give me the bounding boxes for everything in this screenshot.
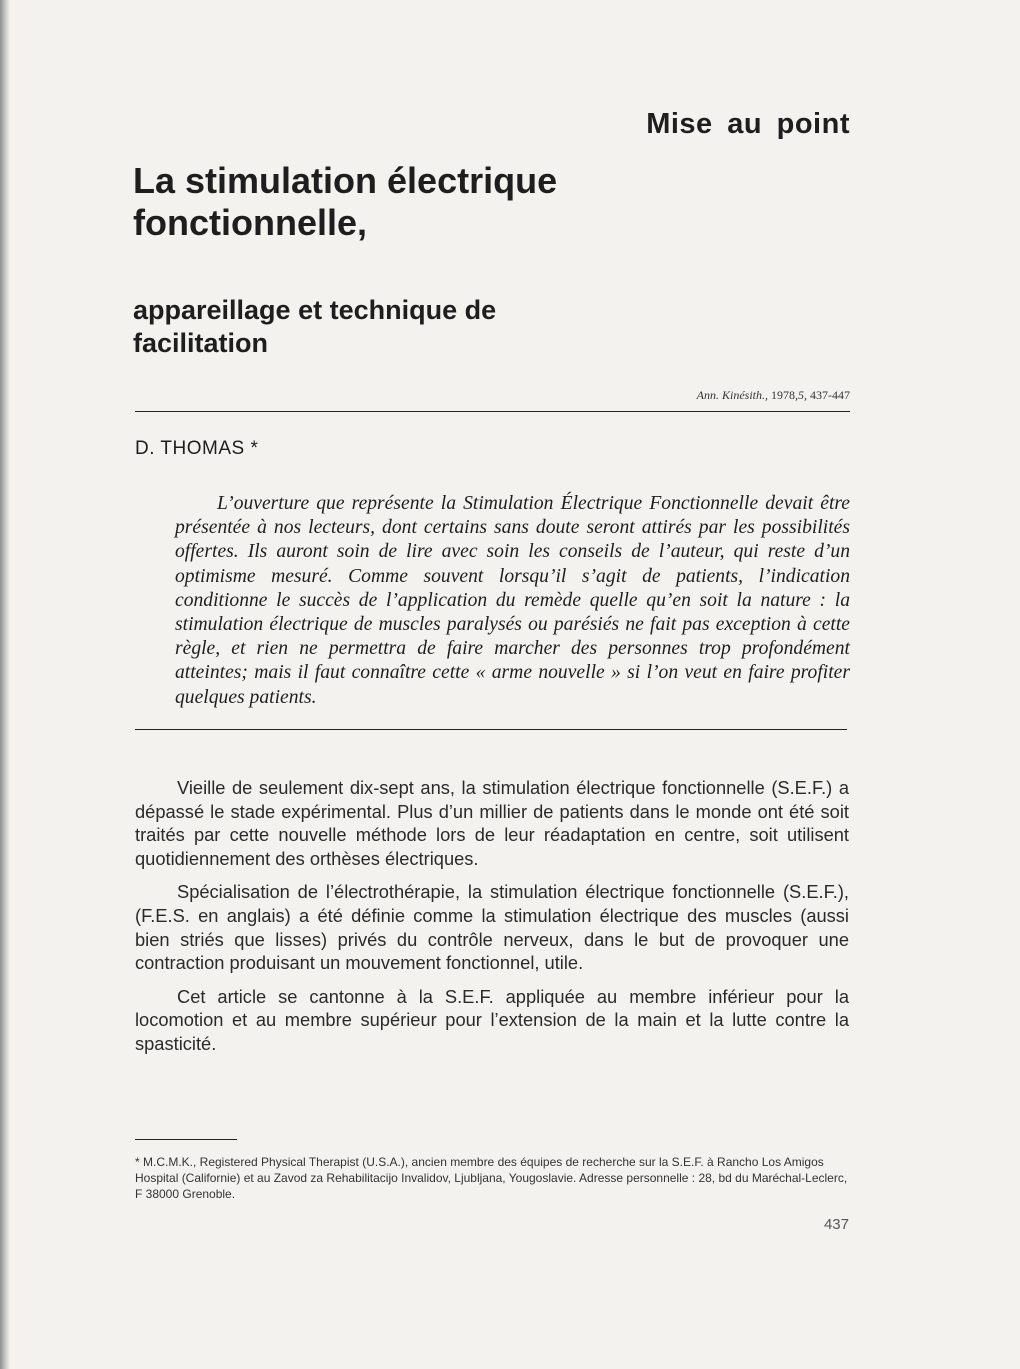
article-title: La stimulation électrique fonctionnelle,: [133, 160, 558, 243]
article-subtitle: appareillage et technique de facilitation: [133, 295, 497, 358]
abstract-rule: [135, 729, 847, 730]
body-paragraph: Spécialisation de l’électrothérapie, la stimulation électrique fonctionnelle (S.E.F.), (F.E.S. en anglais) a été définie comme la stimulation électrique des muscles (aussi bien striés que lisses) privés du contrôle nerveux, dans le but de provoquer une contraction produisant un mouvement fonctionnel, utile.: [135, 881, 849, 974]
citation-journal: Ann. Kinésith.,: [696, 388, 768, 402]
footnote-text: * M.C.M.K., Registered Physical Therapist (U.S.A.), ancien membre des équipes de recherche sur la S.E.F. à Rancho Los Amigos Hospital (Californie) et au Zavod za Rehabilitacijo Invalidov, Ljubljana, Yougoslavie. Adresse personnelle : 28, bd du Maréchal-Leclerc, F 38000 Grenoble.: [135, 1155, 848, 1201]
body-paragraph: Vieille de seulement dix-sept ans, la stimulation électrique fonctionnelle (S.E.F.) a dépassé le stade expérimental. Plus d’un millier de patients dans le monde ont été soit traités par cette nouvelle méthode lors de leur réadaptation en centre, soit utilisent quotidiennement des orthèses électriques.: [135, 777, 849, 869]
citation-year: 1978,: [771, 388, 798, 402]
abstract-text: L’ouverture que représente la Stimulation Électrique Fonctionnelle devait être présentée à nos lecteurs, dont certains sans doute seront attirés par les possibilités offertes. Ils auront soin de lire avec soin les conseils de l’auteur, qui reste d’un optimisme mesuré. Comme souvent lorsqu’il s’agit de patients, l’indication conditionne le succès de l’application du remède quelle qu’en soit la nature : la stimulation électrique de muscles paralysés ou parésiés ne fait pas exception à cette règle, et rien ne permettra de faire marcher des personnes trop profondément atteintes; mais il faut connaître cette « arme nouvelle » si l’on veut en faire profiter quelques patients.: [175, 493, 850, 708]
header-rule: [135, 411, 850, 412]
body-paragraph: Cet article se cantonne à la S.E.F. appliquée au membre inférieur pour la locomotion et au membre supérieur pour l’extension de la main et la lutte contre la spasticité.: [135, 985, 849, 1054]
footnote-rule: [135, 1139, 237, 1140]
scan-edge-shadow: [0, 0, 10, 1369]
section-label: Mise au point: [646, 108, 850, 140]
journal-citation: [697, 388, 850, 403]
page-number: 437: [823, 1216, 849, 1233]
citation-volume: 5,: [798, 388, 807, 402]
citation-pages: 437-447: [810, 388, 850, 402]
author-name: D. THOMAS *: [135, 438, 259, 459]
body-text: [135, 776, 849, 1066]
